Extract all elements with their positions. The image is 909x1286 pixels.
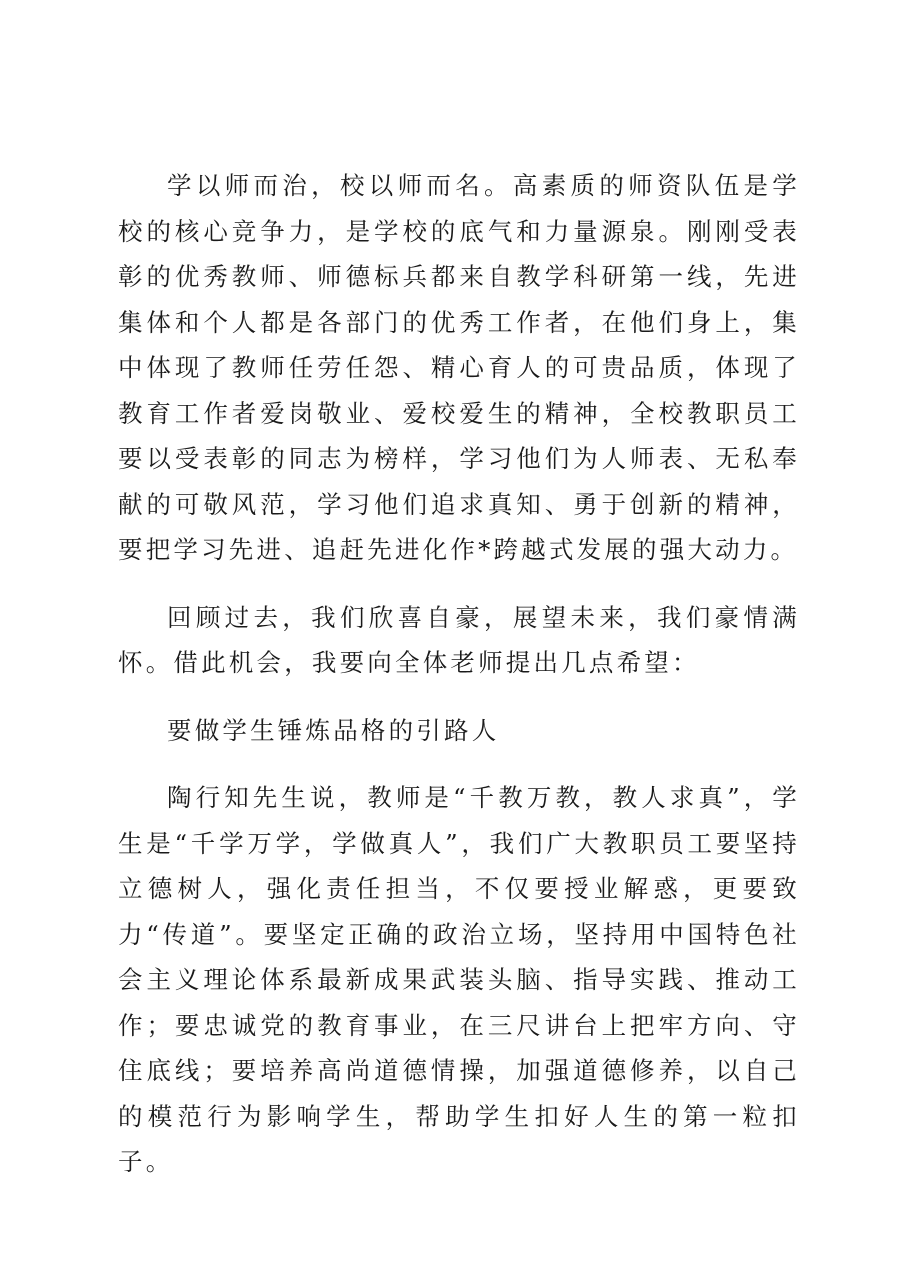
paragraph-review-outlook: 回顾过去，我们欣喜自豪，展望未来，我们豪情满怀。借此机会，我要向全体老师提出几点希望： [118,602,800,677]
paragraph-teacher-team: 学以师而治，校以师而名。高素质的师资队伍是学校的核心竞争力，是学校的底气和力量源泉。刚刚受表彰的优秀教师、师德标兵都来自教学科研第一线，先进集体和个人都是各部门的优秀工作者，在他们身上，集中体现了教师任劳任怨、精心育人的可贵品质，体现了教育工作者爱岗敬业、爱校爱生的精神，全校教职员工要以受表彰的同志为榜样，学习他们为人师表、无私奉献的可敬风范，学习他们追求真知、勇于创新的精神，要把学习先进、追赶先进化作*跨越式发展的强大动力。 [118,171,800,564]
paragraph-tao-xingzhi: 陶行知先生说，教师是“千教万教，教人求真”，学生是“千学万学，学做真人”，我们广大教职员工要坚持立德树人，强化责任担当，不仅要授业解惑，更要致力“传道”。要坚定正确的政治立场，坚持用中国特色社会主义理论体系最新成果武装头脑、指导实践、推动工作；要忠诚党的教育事业，在三尺讲台上把牢方向、守住底线；要培养高尚道德情操，加强道德修养，以自己的模范行为影响学生，帮助学生扣好人生的第一粒扣子。 [118,783,800,1176]
document-body [118,163,800,1185]
section-heading-guide: 要做学生锤炼品格的引路人 [167,715,500,745]
